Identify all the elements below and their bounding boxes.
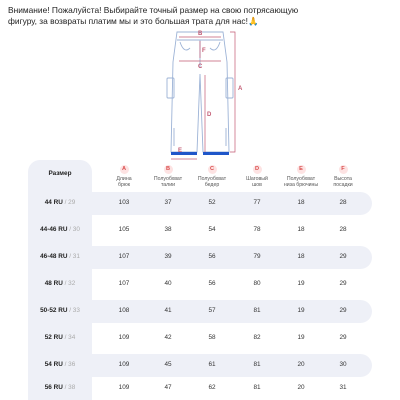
table-row bbox=[28, 354, 372, 377]
row-size-label: 44 RU / 29 bbox=[44, 199, 76, 206]
cell-waist: 40 bbox=[164, 280, 172, 287]
cell-length: 107 bbox=[118, 280, 130, 287]
cell-inseam: 81 bbox=[253, 361, 261, 368]
size-column-header bbox=[28, 160, 92, 192]
cell-leg-opening: 19 bbox=[297, 280, 305, 287]
sizing-notice bbox=[8, 5, 398, 27]
cell-rise: 30 bbox=[339, 361, 347, 368]
size-ru: 46-48 RU bbox=[40, 253, 68, 260]
cell-inseam: 81 bbox=[253, 384, 261, 391]
cell-hips: 62 bbox=[208, 384, 216, 391]
label-e: E bbox=[178, 148, 183, 154]
cell-length: 107 bbox=[118, 253, 130, 260]
cell-waist: 45 bbox=[164, 361, 172, 368]
size-eu: 34 bbox=[68, 334, 76, 341]
cell-leg-opening: 20 bbox=[297, 361, 305, 368]
column-header-c bbox=[190, 165, 234, 188]
column-title-line-1: Полуобхват bbox=[153, 176, 183, 182]
column-title-line-2: талии bbox=[160, 182, 176, 188]
size-ru: 56 RU bbox=[44, 384, 63, 391]
column-title-line-1: Шаговый bbox=[246, 176, 268, 182]
cell-hips: 56 bbox=[208, 280, 216, 287]
column-title-line-1: Полуобхват bbox=[286, 176, 316, 182]
size-eu: 31 bbox=[72, 253, 80, 260]
cell-rise: 29 bbox=[339, 253, 347, 260]
cell-leg-opening: 19 bbox=[297, 334, 305, 341]
column-header-b bbox=[146, 165, 190, 188]
cell-inseam: 77 bbox=[253, 199, 261, 206]
cell-leg-opening: 18 bbox=[297, 253, 305, 260]
letter-badge-b: B bbox=[164, 165, 173, 174]
cell-rise: 28 bbox=[339, 226, 347, 233]
size-eu: 29 bbox=[68, 199, 76, 206]
column-title-line-2: посадки bbox=[333, 182, 353, 188]
label-c: C bbox=[198, 64, 203, 70]
cell-inseam: 80 bbox=[253, 280, 261, 287]
row-size-label: 50-52 RU / 33 bbox=[40, 307, 80, 314]
column-title-line-2: низа брючины bbox=[283, 182, 319, 188]
label-d: D bbox=[207, 112, 212, 118]
table-row bbox=[28, 300, 372, 323]
row-size-label: 56 RU / 38 bbox=[44, 384, 76, 391]
letter-badge-d: D bbox=[253, 165, 262, 174]
cell-length: 109 bbox=[118, 384, 130, 391]
cell-inseam: 81 bbox=[253, 307, 261, 314]
column-header-f bbox=[321, 165, 365, 188]
notice-line-2 bbox=[8, 16, 398, 27]
row-size-label: 46-48 RU / 31 bbox=[40, 253, 80, 260]
cell-inseam: 78 bbox=[253, 226, 261, 233]
size-ru: 52 RU bbox=[44, 334, 63, 341]
table-row bbox=[28, 219, 372, 242]
cell-inseam: 82 bbox=[253, 334, 261, 341]
letter-badge-e: E bbox=[297, 165, 306, 174]
cell-leg-opening: 18 bbox=[297, 226, 305, 233]
cell-waist: 42 bbox=[164, 334, 172, 341]
pants-diagram bbox=[150, 28, 250, 162]
column-title-line-2: бедер bbox=[204, 182, 220, 188]
pray-emoji-icon: 🙏 bbox=[247, 16, 259, 27]
cell-waist: 39 bbox=[164, 253, 172, 260]
table-row bbox=[28, 273, 372, 296]
column-title-line-1: Высота bbox=[334, 176, 352, 182]
cell-hips: 57 bbox=[208, 307, 216, 314]
table-row bbox=[28, 327, 372, 350]
column-title-line-2: брюк bbox=[117, 182, 131, 188]
column-title-line-1: Полуобхват bbox=[197, 176, 227, 182]
column-title-line-1: Длина bbox=[116, 176, 132, 182]
label-f: F bbox=[202, 48, 206, 54]
letter-badge-a: A bbox=[120, 165, 129, 174]
size-eu: 30 bbox=[72, 226, 80, 233]
cell-waist: 38 bbox=[164, 226, 172, 233]
row-size-label: 44-46 RU / 30 bbox=[40, 226, 80, 233]
column-header-e bbox=[279, 165, 323, 188]
cell-leg-opening: 19 bbox=[297, 307, 305, 314]
cell-waist: 41 bbox=[164, 307, 172, 314]
column-title-line-2: шов bbox=[252, 182, 262, 188]
size-ru: 48 RU bbox=[44, 280, 63, 287]
cell-rise: 29 bbox=[339, 307, 347, 314]
cell-leg-opening: 18 bbox=[297, 199, 305, 206]
cell-hips: 56 bbox=[208, 253, 216, 260]
column-header-d bbox=[235, 165, 279, 188]
cell-waist: 37 bbox=[164, 199, 172, 206]
letter-badge-c: C bbox=[208, 165, 217, 174]
cell-length: 108 bbox=[118, 307, 130, 314]
letter-badge-f: F bbox=[339, 165, 348, 174]
cell-hips: 58 bbox=[208, 334, 216, 341]
size-table bbox=[28, 160, 372, 400]
cell-length: 109 bbox=[118, 361, 130, 368]
size-ru: 44-46 RU bbox=[40, 226, 68, 233]
table-row bbox=[28, 246, 372, 269]
cell-rise: 29 bbox=[339, 280, 347, 287]
cell-length: 105 bbox=[118, 226, 130, 233]
size-eu: 32 bbox=[68, 280, 76, 287]
label-b: B bbox=[198, 31, 203, 37]
row-size-label: 48 RU / 32 bbox=[44, 280, 76, 287]
size-ru: 54 RU bbox=[44, 361, 63, 368]
cell-length: 109 bbox=[118, 334, 130, 341]
cell-length: 103 bbox=[118, 199, 130, 206]
size-ru: 50-52 RU bbox=[40, 307, 68, 314]
notice-line-2-text: фигуру, за возвраты платим мы и это большая трата для нас! bbox=[8, 16, 248, 27]
column-header-a bbox=[102, 165, 146, 188]
cell-leg-opening: 20 bbox=[297, 384, 305, 391]
table-row bbox=[28, 192, 372, 215]
row-size-label: 52 RU / 34 bbox=[44, 334, 76, 341]
cell-hips: 61 bbox=[208, 361, 216, 368]
size-column-title: Размер bbox=[48, 170, 72, 177]
cell-rise: 29 bbox=[339, 334, 347, 341]
table-row bbox=[28, 377, 372, 400]
row-size-label: 54 RU / 36 bbox=[44, 361, 76, 368]
size-ru: 44 RU bbox=[44, 199, 63, 206]
cell-waist: 47 bbox=[164, 384, 172, 391]
size-eu: 36 bbox=[68, 361, 76, 368]
label-a: A bbox=[238, 86, 243, 92]
notice-line-1: Внимание! Пожалуйста! Выбирайте точный размер на свою потрясающую bbox=[8, 5, 299, 15]
cell-rise: 28 bbox=[339, 199, 347, 206]
size-eu: 38 bbox=[68, 384, 76, 391]
cell-hips: 52 bbox=[208, 199, 216, 206]
cell-rise: 31 bbox=[339, 384, 347, 391]
cell-inseam: 79 bbox=[253, 253, 261, 260]
cell-hips: 54 bbox=[208, 226, 216, 233]
size-eu: 33 bbox=[72, 307, 80, 314]
